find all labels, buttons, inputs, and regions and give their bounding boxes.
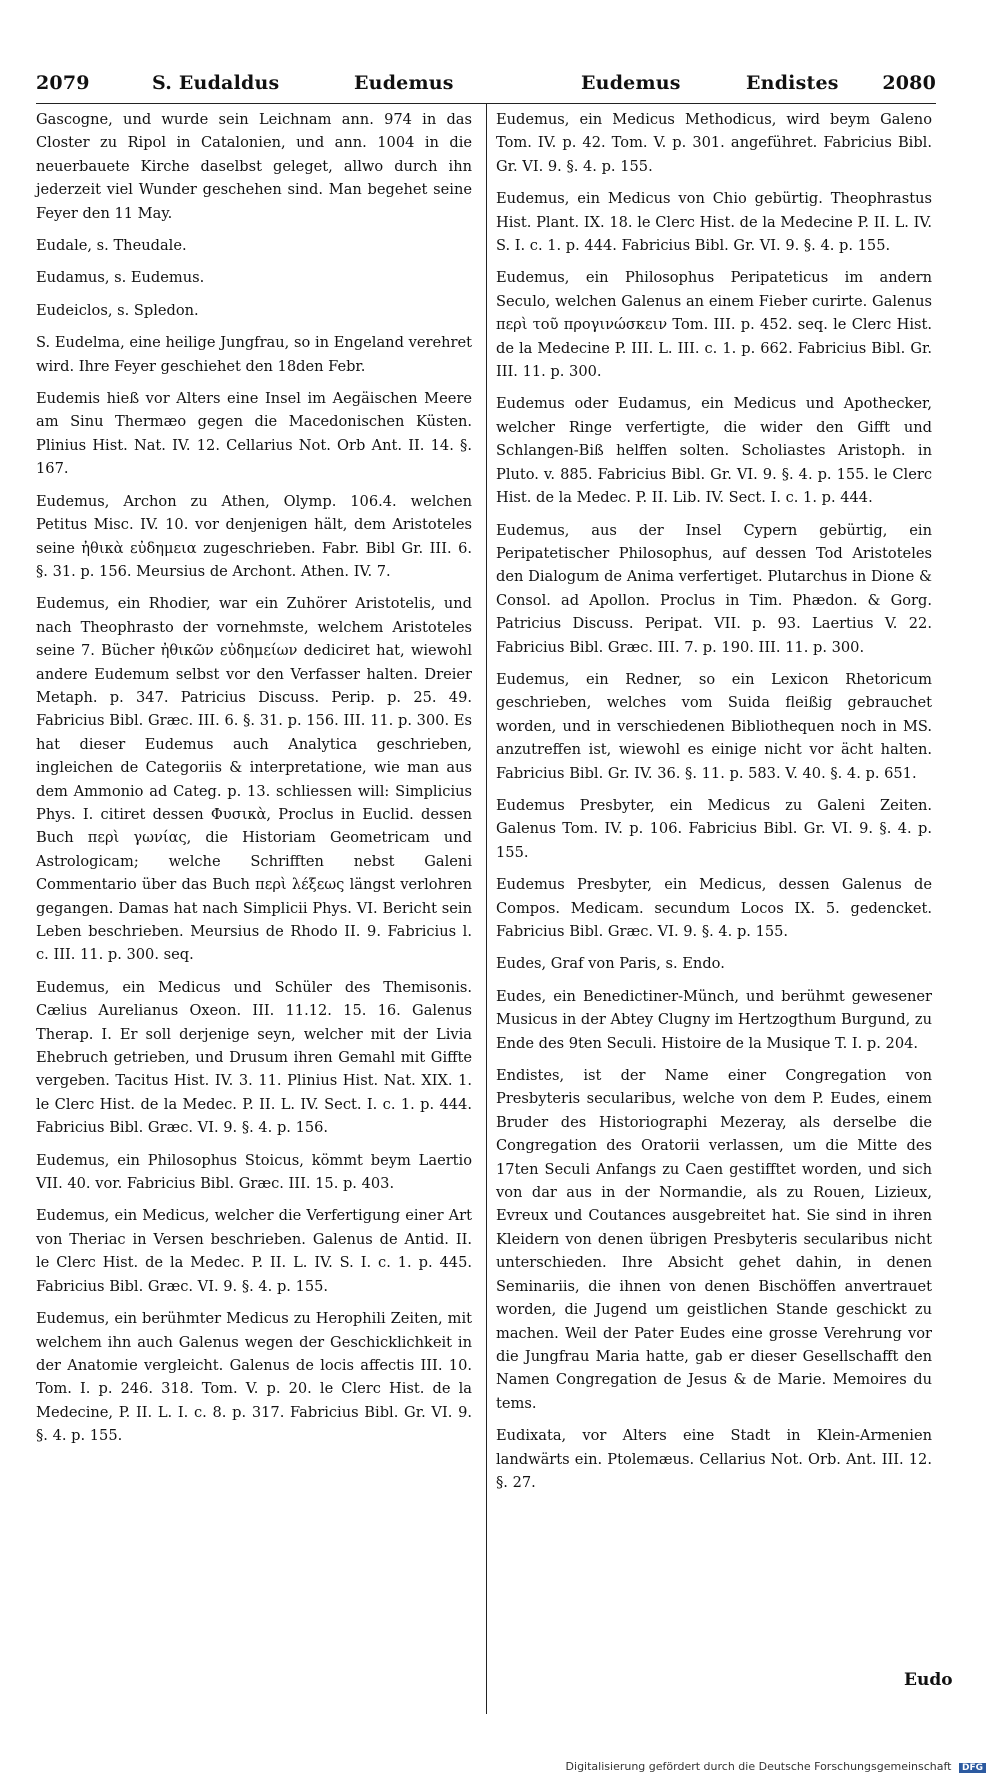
header-keyword-right-1: Eudemus: [581, 72, 681, 94]
entry-text: Eudemus, ein berühmter Medicus zu Herophili Zeiten, mit welchem ihn auch Galenus wegen der Geschicklichkeit in der Anatomie vergleicht. Galenus de locis affectis III. 10. Tom. I. p. 246. 318. Tom. V. p. 20. le Clerc Hist. de la Medecine, P. II. L. I. c. 8. p. 317. Fabricius Bibl. Gr. VI. 9. §. 4. p. 155.: [36, 1310, 472, 1445]
entry-text: Eudemis hieß vor Alters eine Insel im Aegäischen Meere am Sinu Thermæo gegen die Macedonischen Küsten. Plinius Hist. Nat. IV. 12. Cellarius Not. Orb Ant. II. 14. §. 167.: [36, 390, 472, 478]
entry-text: Gascogne, und wurde sein Leichnam ann. 974 in das Closter zu Ripol in Catalonien, und ann. 1004 in die neuerbauete Kirche daselbst geleget, allwo durch ihn jederzeit viel Wunder geschehen sind. Man begehet seine Feyer den 11 May.: [36, 111, 472, 222]
entry: [496, 519, 932, 659]
entry: [496, 266, 932, 383]
entry: [36, 1204, 472, 1298]
entry: [36, 490, 472, 584]
entry-text: Eudamus, s. Eudemus.: [36, 269, 205, 287]
entry: [496, 187, 932, 257]
page-number-left: 2079: [36, 72, 90, 94]
entry: [36, 299, 472, 322]
entry-text: Eudemus oder Eudamus, ein Medicus und Apothecker, welcher Ringe verfertigte, die wider den Gifft und Schlangen-Biß helffen solten. Scholiastes Aristoph. in Pluto. v. 885. Fabricius Bibl. Gr. VI. 9. §. 4. p. 155. le Clerc Hist. de la Medec. P. II. Lib. IV. Sect. I. c. 1. p. 444.: [496, 395, 932, 507]
entry-text: Eudixata, vor Alters eine Stadt in Klein-Armenien landwärts ein. Ptolemæus. Cellarius Not. Orb. Ant. III. 12. §. 27.: [496, 1427, 932, 1491]
catchword: Eudo: [904, 1670, 953, 1690]
entry: [496, 668, 932, 785]
entry-text: Eudemus, ein Medicus von Chio gebürtig. Theophrastus Hist. Plant. IX. 18. le Clerc Hist. de la Medecine P. II. L. IV. S. I. c. 1. p. 444. Fabricius Bibl. Gr. VI. 9. §. 4. p. 155.: [496, 190, 932, 255]
entry-text: Eudeiclos, s. Spledon.: [36, 301, 199, 319]
entry: [36, 108, 472, 225]
header-keyword-right-2: Endistes: [746, 72, 839, 94]
entry-text: Eudemus, ein Redner, so ein Lexicon Rhetoricum geschrieben, welches vom Suida fleißig gebrauchet worden, und in verschiedenen Bibliothequen noch in MS. anzutreffen ist, wiewohl es einige nicht vor ächt halten. Fabricius Bibl. Gr. IV. 36. §. 11. p. 583. V. 40. §. 4. p. 651.: [496, 670, 932, 782]
entry-text: Eudes, Graf von Paris, s. Endo.: [496, 955, 725, 973]
entry-text: Eudemus, Archon zu Athen, Olymp. 106.4. welchen Petitus Misc. IV. 10. vor denjenigen hält, dem Aristoteles seine ἠθικὰ εὐδημεια zugeschrieben. Fabr. Bibl Gr. III. 6. §. 31. p. 156. Meursius de Archont. Athen. IV. 7.: [36, 492, 472, 580]
entry: [496, 794, 932, 864]
entry-text: Eudemus, ein Philosophus Stoicus, kömmt beym Laertio VII. 40. vor. Fabricius Bibl. Græc. III. 15. p. 403.: [36, 1151, 472, 1193]
credit-text: Digitalisierung gefördert durch die Deutsche Forschungsgemeinschaft: [565, 1760, 952, 1773]
entry-text: Eudemus, ein Medicus, welcher die Verfertigung einer Art von Theriac in Versen beschrieben. Galenus de Antid. II. le Clerc Hist. de la Medec. P. II. L. IV. S. I. c. 1. p. 445. Fabricius Bibl. Græc. VI. 9. §. 4. p. 155.: [36, 1207, 472, 1295]
entry: [496, 952, 932, 975]
entry: [36, 387, 472, 481]
header-keyword-left-1: S. Eudaldus: [152, 72, 280, 94]
entry: [36, 592, 472, 967]
entry: [36, 266, 472, 289]
right-column: [496, 108, 932, 1503]
entry-text: Eudes, ein Benedictiner-Münch, und berühmt gewesener Musicus in der Abtey Clugny im Hertzogthum Burgund, zu Ende des 9ten Seculi. Histoire de la Musique T. I. p. 204.: [496, 987, 932, 1052]
entry-text: Eudemus Presbyter, ein Medicus, dessen Galenus de Compos. Medicam. secundum Locos IX. 5. gedencket. Fabricius Bibl. Græc. VI. 9. §. 4. p. 155.: [496, 876, 932, 940]
entry-text: Eudemus, ein Rhodier, war ein Zuhörer Aristotelis, und nach Theophrasto der vornehmste, welchem Aristoteles seine 7. Bücher ἠθικῶν εὐδημείων dediciret hat, wiewohl andere Eudemum selbst vor den Verfasser halten. Dreier Metaph. p. 347. Patricius Discuss. Perip. p. 25. 49. Fabricius Bibl. Græc. III. 6. §. 31. p. 156. III. 11. p. 300. Es hat dieser Eudemus auch Analytica geschrieben, ingleichen de Categoriis & interpretatione, wie man aus dem Ammonio ad Categ. p. 13. schliessen will: Simplicius Phys. I. citiret dessen Φυσικὰ, Proclus in Euclid. dessen Buch περὶ γωνίας, die Historiam Geometricam und Astrologicam; welche Schrifften nebst Galeni Commentario über das Buch περὶ λέξεως längst verlohren gegangen. Damas hat nach Simplicii Phys. VI. Bericht sein Leben beschrieben. Meursius de Rhodo II. 9. Fabricius l. c. III. 11. p. 300. seq.: [36, 595, 472, 964]
entry: [36, 1149, 472, 1196]
entry-text: Endistes, ist der Name einer Congregation von Presbyteris secularibus, welche von dem P. Eudes, einem Bruder des Historiographi Mezeray, als derselbe die Congregation des Oratorii verlassen, um die Mitte des 17ten Seculi Anfangs zu Caen gestifftet worden, und sich von dar aus in der Normandie, als zu Rouen, Lizieux, Evreux und Coutances ausgebreitet hat. Sie sind in ihren Kleidern von denen übrigen Presbyteris secularibus nicht unterschieden. Ihre Absicht gehet dahin, in denen Seminariis, die ihnen von denen Bischöffen anvertrauet worden, die Jugend um geistlichen Stande geschickt zu machen. Weil der Pater Eudes eine grosse Verehrung vor die Jungfrau Maria hatte, gab er dieser Gesellschafft den Namen Congregation de Jesus & de Marie. Memoires du tems.: [496, 1067, 932, 1412]
entry-text: Eudemus, aus der Insel Cypern gebürtig, ein Peripatetischer Philosophus, auf dessen Tod Aristoteles den Dialogum de Anima verfertiget. Plutarchus in Dione & Consol. ad Apollon. Proclus in Tim. Phædon. & Gorg. Patricius Discuss. Peripat. VII. p. 93. Laertius V. 22. Fabricius Bibl. Græc. III. 7. p. 190. III. 11. p. 300.: [496, 521, 932, 656]
entry: [496, 985, 932, 1055]
entry: [496, 1064, 932, 1415]
entry-text: Eudale, s. Theudale.: [36, 237, 187, 255]
entry-text: Eudemus, ein Medicus und Schüler des Themisonis. Cælius Aurelianus Oxeon. III. 11.12. 15. 16. Galenus Therap. I. Er soll derjenige seyn, welcher mit der Livia Ehebruch getrieben, und Drusum ihren Gemahl mit Giffte vergeben. Tacitus Hist. IV. 3. 11. Plinius Hist. Nat. XIX. 1. le Clerc Hist. de la Medec. P. II. L. IV. Sect. I. c. 1. p. 444. Fabricius Bibl. Græc. VI. 9. §. 4. p. 156.: [36, 978, 472, 1137]
column-divider: [486, 104, 487, 1714]
entry: [36, 1307, 472, 1447]
entry-text: Eudemus Presbyter, ein Medicus zu Galeni Zeiten. Galenus Tom. IV. p. 106. Fabricius Bibl. Gr. VI. 9. §. 4. p. 155.: [496, 796, 932, 861]
entry-text: S. Eudelma, eine heilige Jungfrau, so in Engeland verehret wird. Ihre Feyer geschiehet den 18den Febr.: [36, 334, 472, 375]
entry: [496, 392, 932, 509]
entry: [36, 234, 472, 257]
entry: [36, 331, 472, 378]
entry: [496, 873, 932, 943]
entry: [36, 976, 472, 1140]
page-number-right: 2080: [882, 72, 936, 94]
left-column: [36, 108, 472, 1457]
dfg-logo: DFG: [959, 1763, 986, 1773]
lexicon-page: [36, 0, 953, 1783]
digitization-credit: [566, 1760, 986, 1773]
entry: [496, 1424, 932, 1494]
header-keyword-left-2: Eudemus: [354, 72, 454, 94]
entry: [496, 108, 932, 178]
entry-text: Eudemus, ein Philosophus Peripateticus im andern Seculo, welchen Galenus an einem Fieber curirte. Galenus περὶ τοῦ προγινώσκειν Tom. III. p. 452. seq. le Clerc Hist. de la Medecine P. III. L. III. c. 1. p. 662. Fabricius Bibl. Gr. III. 11. p. 300.: [496, 269, 932, 381]
entry-text: Eudemus, ein Medicus Methodicus, wird beym Galeno Tom. IV. p. 42. Tom. V. p. 301. angeführet. Fabricius Bibl. Gr. VI. 9. §. 4. p. 155.: [496, 111, 932, 175]
